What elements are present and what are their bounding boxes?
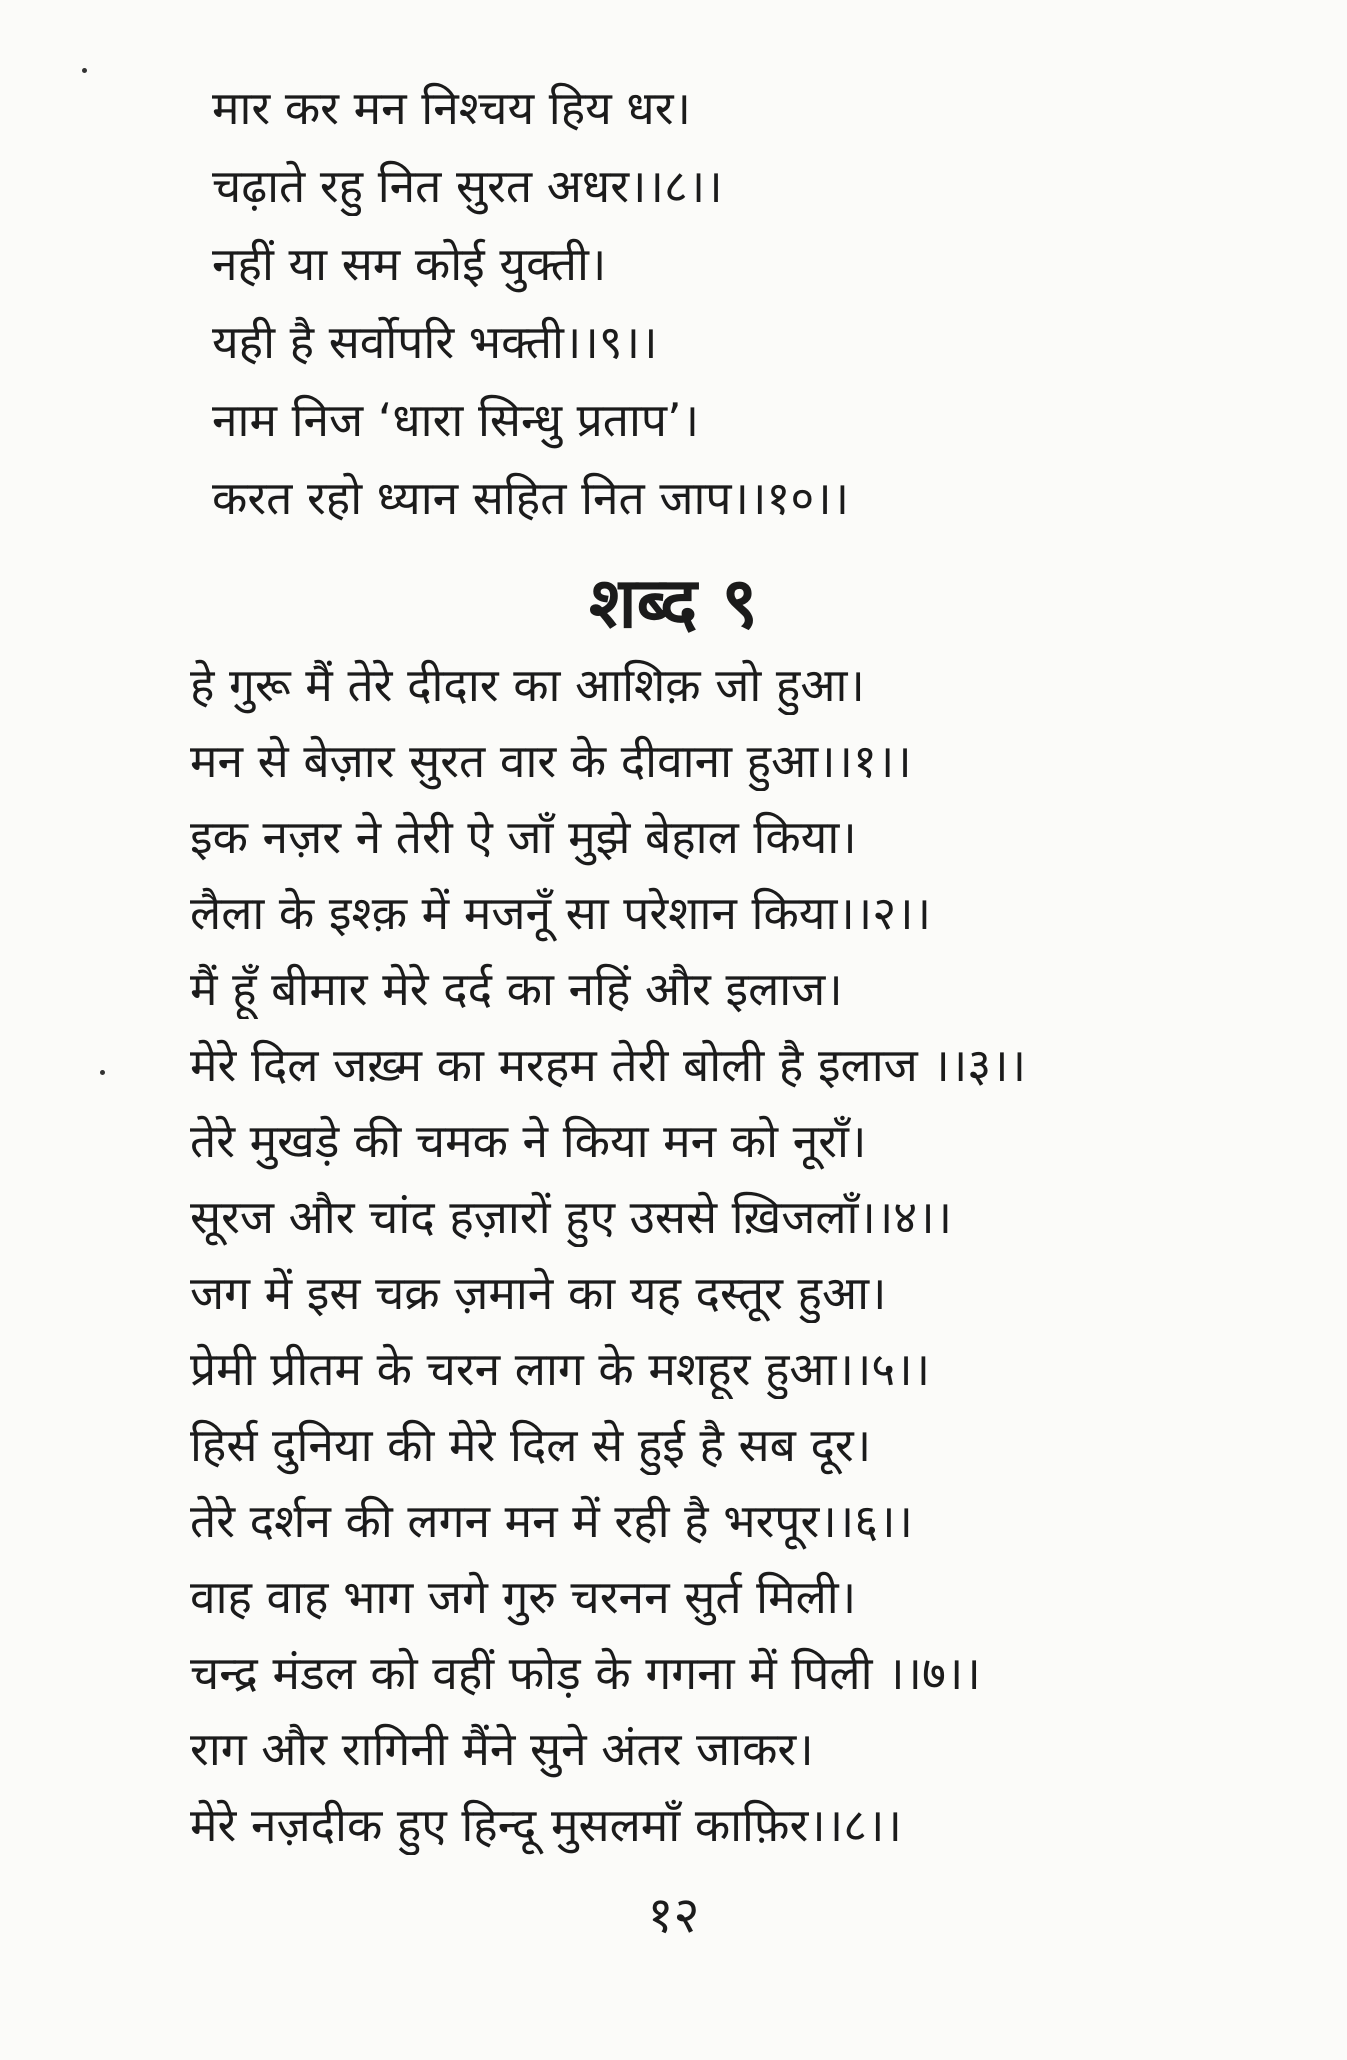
verse-line: इक नज़र ने तेरी ऐ जाँ मुझे बेहाल किया। (190, 810, 857, 864)
verse-line: चढ़ाते रहु नित सुरत अधर।।८।। (212, 159, 723, 213)
section-heading: शब्द ९ (589, 562, 758, 644)
print-speck (100, 1070, 105, 1075)
verse-line: तेरे मुखड़े की चमक ने किया मन को नूराँ। (190, 1114, 867, 1168)
verse-line: नहीं या सम कोई युक्ती। (212, 237, 607, 291)
verse-line: हिर्स दुनिया की मेरे दिल से हुई है सब दूर। (190, 1418, 872, 1472)
verse-line: हे गुरू मैं तेरे दीदार का आशिक़ जो हुआ। (190, 658, 865, 712)
verse-line: मैं हूँ बीमार मेरे दर्द का नहिं और इलाज। (190, 962, 843, 1016)
verse-line: नाम निज ‘धारा सिन्धु प्रताप’। (212, 393, 700, 447)
verse-line: तेरे दर्शन की लगन मन में रही है भरपूर।।६।। (190, 1494, 913, 1548)
verse-line: मेरे नज़दीक हुए हिन्दू मुसलमाँ काफ़िर।।८।। (190, 1798, 902, 1852)
print-speck (82, 68, 87, 73)
verse-line: यही है सर्वोपरि भक्ती।।९।। (212, 315, 658, 369)
verse-line: मार कर मन निश्चय हिय धर। (212, 81, 691, 135)
verse-line: राग और रागिनी मैंने सुने अंतर जाकर। (190, 1722, 814, 1776)
verse-line: चन्द्र मंडल को वहीं फोड़ के गगना में पिली ।।७।। (190, 1646, 981, 1700)
verse-line: मन से बेज़ार सुरत वार के दीवाना हुआ।।१।। (190, 734, 912, 788)
page-number: १२ (647, 1886, 700, 1944)
verse-line: वाह वाह भाग जगे गुरु चरनन सुर्त मिली। (190, 1570, 857, 1624)
verse-line: सूरज और चांद हज़ारों हुए उससे ख़िजलाँ।।४।। (190, 1190, 953, 1244)
verse-line: करत रहो ध्यान सहित नित जाप।।१०।। (212, 471, 850, 525)
verse-line: मेरे दिल जख़्म का मरहम तेरी बोली है इलाज ।।३।। (190, 1038, 1027, 1092)
verse-line: जग में इस चक्र ज़माने का यह दस्तूर हुआ। (190, 1266, 887, 1320)
verse-line: प्रेमी प्रीतम के चरन लाग के मशहूर हुआ।।५।। (190, 1342, 931, 1396)
verse-line: लैला के इश्क़ में मजनूँ सा परेशान किया।।२।। (190, 886, 932, 940)
